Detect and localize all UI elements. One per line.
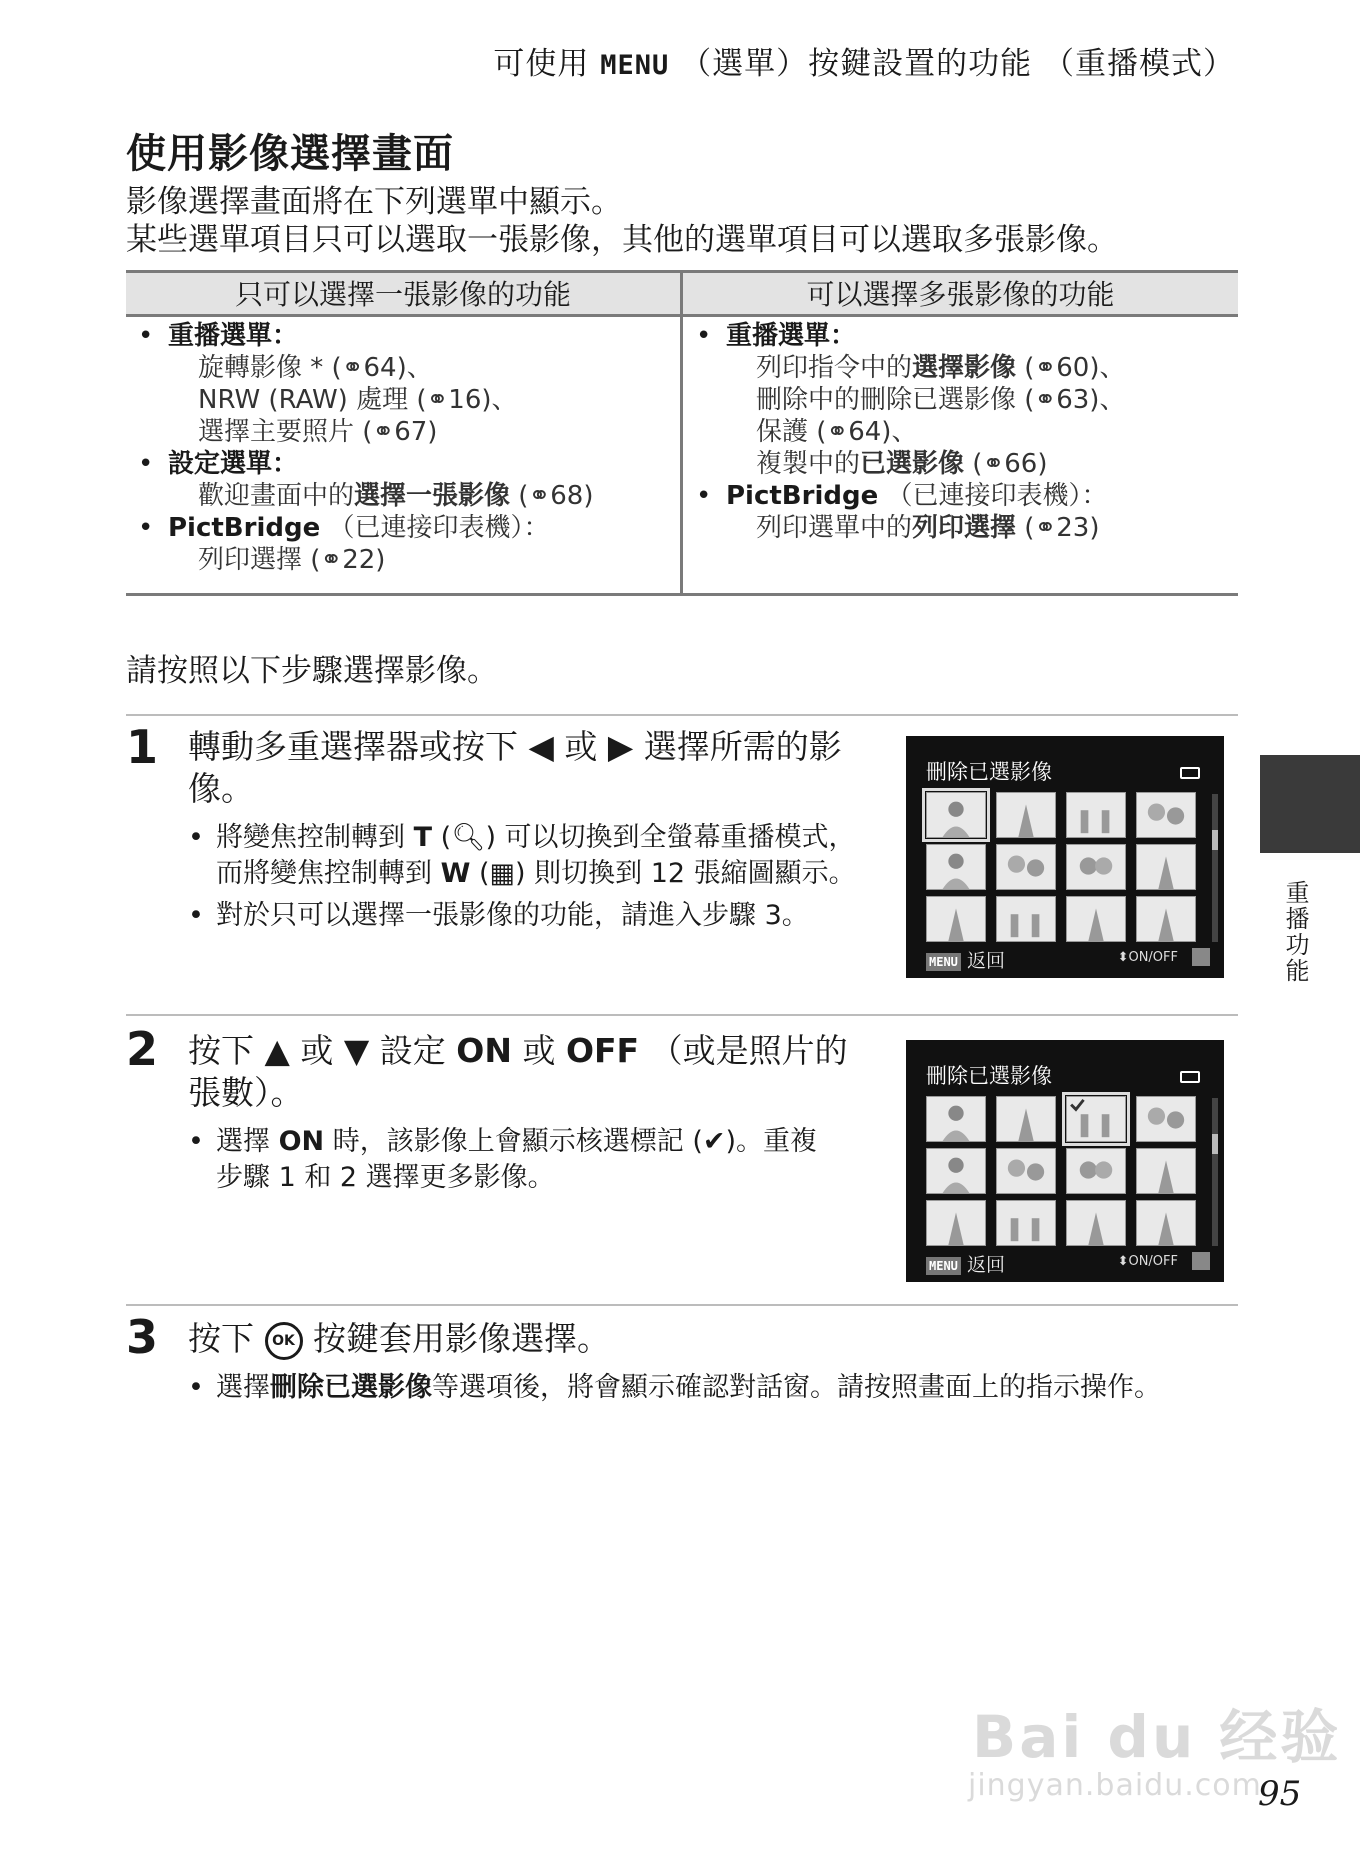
reference-icon: ⚭ [1034, 513, 1057, 543]
thumbnail[interactable] [1136, 792, 1196, 838]
divider [126, 1304, 1238, 1306]
thumbnail[interactable] [1136, 1200, 1196, 1246]
table-header-multi: 可以選擇多張影像的功能 [806, 278, 1115, 311]
thumbnail[interactable] [926, 1200, 986, 1246]
menu-button-icon: MENU [926, 1257, 961, 1275]
list-item: • PictBridge （已連接印表機）： [696, 481, 1108, 511]
thumbnail[interactable] [926, 792, 986, 838]
running-header [493, 38, 1235, 83]
group-heading: 重播選單： [168, 321, 299, 351]
thumbnail[interactable] [1136, 896, 1196, 942]
list-item: • 重播選單： [696, 321, 857, 351]
screen-footer [926, 1250, 1210, 1274]
step-note: • 將變焦控制轉到 T (🔍︎) 可以切換到全螢幕重播模式， 而將變焦控制轉到 W (▦) 則切換到 12 張縮圖顯示。 [188, 822, 856, 889]
scrollbar [1212, 794, 1218, 942]
arrow-left-icon: ◀ [528, 727, 554, 766]
divider [126, 1014, 1238, 1016]
reference-icon: ⚭ [528, 481, 551, 511]
list-item: • PictBridge （已連接印表機）： [138, 513, 550, 543]
table-cell-single [134, 320, 674, 576]
thumbnail[interactable] [926, 844, 986, 890]
reference-icon: ⚭ [982, 449, 1005, 479]
step-number: 3 [126, 1310, 159, 1364]
back-label: 返回 [966, 1254, 1005, 1276]
group-heading: PictBridge [168, 513, 321, 543]
step-instruction: 轉動多重選擇器或按下 ◀ 或 ▶ 選擇所需的影 像。 [188, 727, 842, 808]
thumbnail[interactable] [1136, 1096, 1196, 1142]
steps-lead: 請按照以下步驟選擇影像。 [126, 653, 498, 689]
reference-icon: ⚭ [372, 417, 395, 447]
table-header-single: 只可以選擇一張影像的功能 [234, 278, 571, 311]
intro-line: 某些選單項目只可以選取一張影像，其他的選單項目可以選取多張影像。 [126, 222, 1118, 258]
thumbnail[interactable] [1066, 896, 1126, 942]
watermark-logo: Bai du 经验 [972, 1703, 1342, 1771]
screen-footer [926, 946, 1210, 970]
thumbnail-grid [926, 792, 1196, 942]
list-item: 列印選單中的列印選擇 (⚭23) [756, 513, 1100, 543]
menu-button-icon: MENU [926, 953, 961, 971]
group-heading: 設定選單： [168, 449, 299, 479]
ok-button-icon: OK [265, 1322, 303, 1360]
thumbnail[interactable] [996, 896, 1056, 942]
thumbnail[interactable] [996, 844, 1056, 890]
list-item: 歡迎畫面中的選擇一張影像 (⚭68) [198, 481, 594, 511]
checkmark-icon [1071, 1100, 1083, 1110]
step-note: • 對於只可以選擇一張影像的功能，請進入步驟 3。 [188, 900, 809, 931]
list-item: 列印指令中的選擇影像 (⚭60)、 [756, 353, 1126, 383]
list-item: 旋轉影像 * (⚭64)、 [198, 353, 433, 383]
chapter-label: 重播功能 [1281, 880, 1309, 984]
step-instruction: 按下 ▲ 或 ▼ 設定 ON 或 OFF （或是照片的 張數）。 [188, 1031, 848, 1112]
thumbnail[interactable] [1066, 1148, 1126, 1194]
screen-title: 刪除已選影像 [926, 760, 1052, 784]
arrow-right-icon: ▶ [607, 727, 634, 766]
reference-icon: ⚭ [1034, 353, 1057, 383]
thumbnail[interactable] [996, 1148, 1056, 1194]
list-item: 刪除中的刪除已選影像 (⚭63)、 [756, 385, 1126, 415]
group-heading: PictBridge [726, 481, 879, 511]
intro-line: 影像選擇畫面將在下列選單中顯示。 [126, 184, 622, 220]
zoom-icon [1192, 948, 1210, 966]
battery-icon [1180, 1071, 1200, 1083]
step-number: 2 [126, 1022, 159, 1076]
step-note: • 選擇刪除已選影像等選項後，將會顯示確認對話窗。請按照畫面上的指示操作。 [188, 1372, 1161, 1403]
thumbnail[interactable] [1066, 844, 1126, 890]
thumbnail[interactable] [1066, 1200, 1126, 1246]
step-number: 1 [126, 720, 159, 774]
back-label: 返回 [966, 950, 1005, 972]
magnifier-icon: 🔍︎ [451, 822, 486, 853]
arrow-up-icon: ▲ [264, 1031, 290, 1070]
thumbnail[interactable] [1136, 1148, 1196, 1194]
header-suffix: （選單）按鍵設置的功能 （重播模式） [680, 46, 1235, 82]
arrow-down-icon: ▼ [343, 1031, 370, 1070]
group-heading: 重播選單： [726, 321, 857, 351]
step-note: • 選擇 ON 時，該影像上會顯示核選標記 (✔)。重複 步驟 1 和 2 選擇更多影像。 [188, 1126, 818, 1193]
watermark-url: jingyan.baidu.com [968, 1768, 1262, 1803]
scrollbar [1212, 1098, 1218, 1246]
page-number: 95 [1258, 1774, 1302, 1814]
thumbnail-grid-icon: ▦ [489, 858, 516, 889]
chapter-tab [1260, 755, 1360, 853]
reference-icon: ⚭ [426, 385, 449, 415]
thumbnail[interactable] [926, 1096, 986, 1142]
section-title: 使用影像選擇畫面 [126, 131, 454, 177]
list-item: 保護 (⚭64)、 [756, 417, 918, 447]
table-cell-multi [692, 320, 1232, 544]
list-item: • 設定選單： [138, 449, 299, 479]
onoff-label: ⬍ON/OFF [1117, 950, 1178, 965]
camera-screen [906, 736, 1224, 978]
onoff-label: ⬍ON/OFF [1117, 1254, 1178, 1269]
list-item: 選擇主要照片 (⚭67) [198, 417, 438, 447]
thumbnail[interactable] [996, 1200, 1056, 1246]
camera-screen [906, 1040, 1224, 1282]
list-item: 列印選擇 (⚭22) [198, 545, 386, 575]
reference-icon: ⚭ [826, 417, 849, 447]
thumbnail[interactable] [926, 896, 986, 942]
list-item: • 重播選單： [138, 321, 299, 351]
header-prefix: 可使用 [493, 46, 590, 82]
header-menu-key: MENU [600, 50, 670, 81]
thumbnail[interactable] [996, 792, 1056, 838]
list-item: NRW (RAW) 處理 (⚭16)、 [198, 385, 518, 415]
battery-icon [1180, 767, 1200, 779]
screen-title: 刪除已選影像 [926, 1064, 1052, 1088]
step-instruction: 按下 OK 按鍵套用影像選擇。 [188, 1319, 610, 1358]
thumbnail-grid [926, 1096, 1196, 1246]
thumbnail[interactable] [926, 1148, 986, 1194]
reference-icon: ⚭ [341, 353, 364, 383]
function-table [126, 270, 1238, 596]
thumbnail[interactable] [996, 1096, 1056, 1142]
thumbnail[interactable] [1136, 844, 1196, 890]
list-item: 複製中的已選影像 (⚭66) [756, 449, 1048, 479]
reference-icon: ⚭ [1034, 385, 1057, 415]
checkmark-icon: ✔ [702, 1126, 726, 1157]
zoom-icon [1192, 1252, 1210, 1270]
thumbnail[interactable] [1066, 792, 1126, 838]
thumbnail[interactable] [1066, 1096, 1126, 1142]
reference-icon: ⚭ [320, 545, 343, 575]
divider [126, 714, 1238, 716]
